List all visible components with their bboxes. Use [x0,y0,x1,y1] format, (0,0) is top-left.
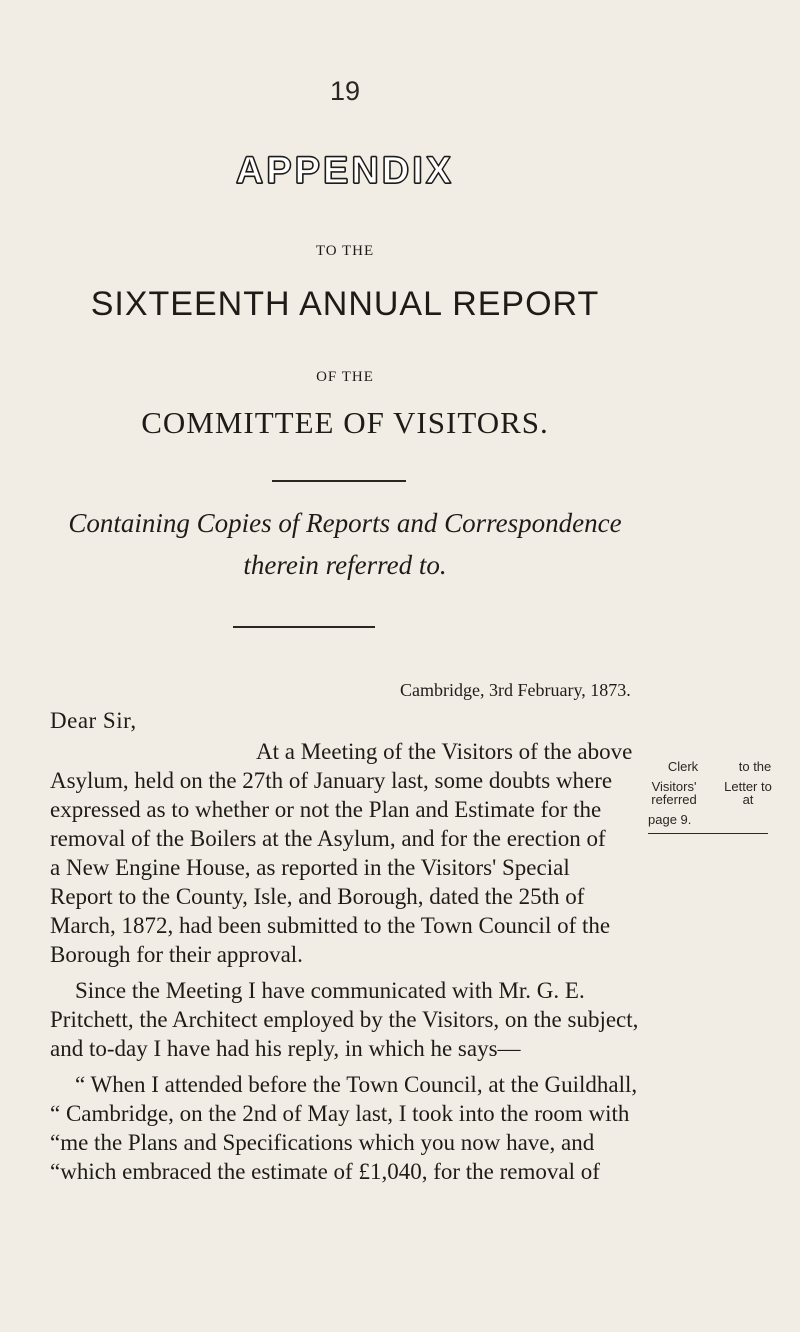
body-line: Since the Meeting I have communicated with Mr. G. E. [75,978,585,1003]
report-title: SIXTEENTH ANNUAL REPORT [90,285,600,323]
body-line: and to-day I have had his reply, in which he says— [50,1036,521,1061]
body-line: Pritchett, the Architect employed by the Visitors, on the subject, [50,1007,639,1032]
margin-note-rule [648,833,768,834]
body-line: “me the Plans and Specifications which you now have, and [50,1130,595,1155]
letter-dateline: Cambridge, 3rd February, 1873. [400,680,631,700]
body-line: Borough for their approval. [50,942,303,967]
margin-note-to-the: to the [738,759,772,774]
body-line: At a Meeting of the Visitors of the above [256,739,633,764]
body-line: March, 1872, had been submitted to the Town Council of the [50,913,611,938]
subtitle-divider [233,626,375,628]
body-line: “ Cambridge, on the 2nd of May last, I took into the room with [50,1101,630,1126]
to-the-label: TO THE [315,243,375,259]
page-number: 19 [329,76,361,106]
margin-note-page: page 9. [648,812,692,827]
body-line: “which embraced the estimate of £1,040, for the removal of [50,1159,600,1184]
margin-note-clerk: Clerk [667,759,699,774]
appendix-heading: APPENDIX [235,150,455,192]
body-line: Asylum, held on the 27th of January last, some doubts where [50,768,613,793]
title-divider [272,480,406,482]
body-line: a New Engine House, as reported in the Visitors' Special [50,855,570,880]
committee-title: COMMITTEE OF VISITORS. [141,405,549,440]
margin-note-letter-to-at: Letter to at [724,779,772,807]
body-line: expressed as to whether or not the Plan and Estimate for the [50,797,602,822]
letter-salutation: Dear Sir, [50,708,137,733]
body-line: Report to the County, Isle, and Borough, dated the 25th of [50,884,585,909]
of-the-label: OF THE [316,369,374,385]
subtitle-line-1: Containing Copies of Reports and Correspondence [68,508,622,538]
margin-note-visitors-referred: Visitors' referred [651,779,697,807]
body-line: removal of the Boilers at the Asylum, and for the erection of [50,826,606,851]
body-line: “ When I attended before the Town Council, at the Guildhall, [75,1072,638,1097]
subtitle-line-2: therein referred to. [243,550,447,580]
